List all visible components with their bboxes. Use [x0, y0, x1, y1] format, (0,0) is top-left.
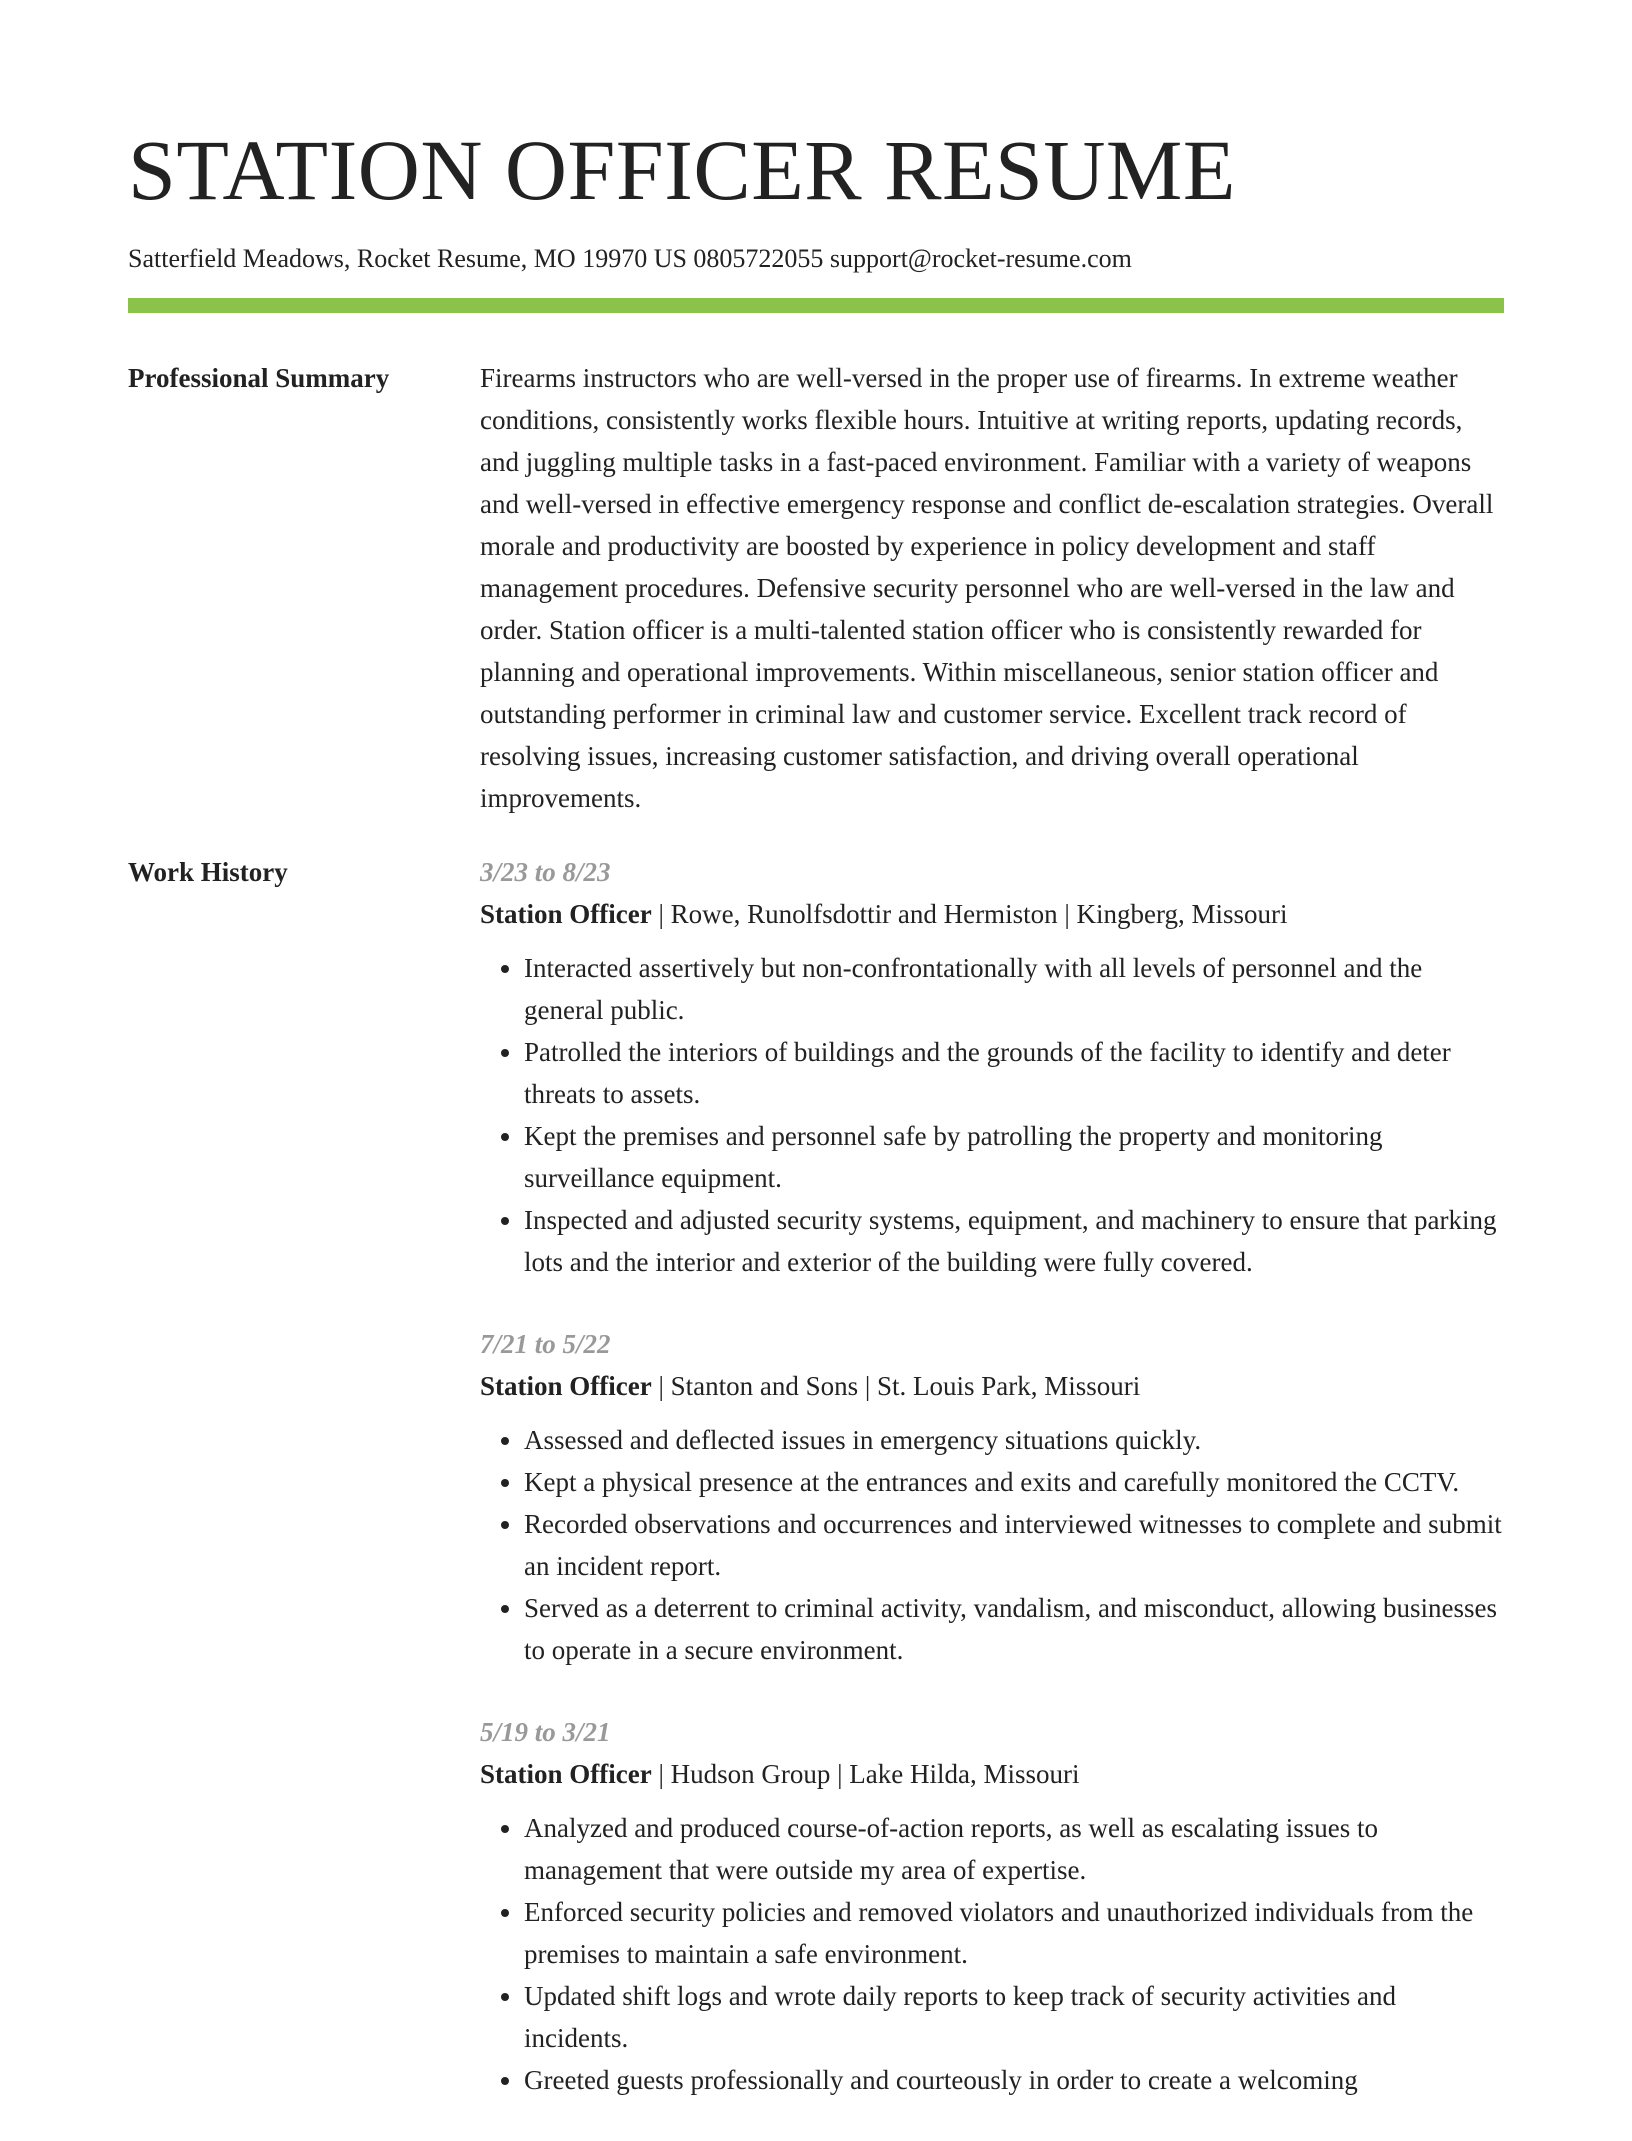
job-dates: 5/19 to 3/21	[480, 1717, 611, 1747]
job-details: | Rowe, Runolfsdottir and Hermiston | Kingberg, Missouri	[651, 899, 1288, 929]
resume-page	[128, 0, 1504, 2141]
job-heading	[480, 893, 1504, 935]
job-entry	[480, 851, 1504, 1283]
summary-heading: Professional Summary	[128, 363, 390, 393]
job-heading	[480, 1365, 1504, 1407]
job-dates: 3/23 to 8/23	[480, 857, 611, 887]
job-title: Station Officer	[480, 1759, 652, 1789]
job-title: Station Officer	[480, 899, 652, 929]
job-bullet: • Recorded observations and occurrences and interviewed witnesses to complete and submit an incident report.	[524, 1503, 1504, 1587]
job-heading	[480, 1753, 1504, 1795]
job-bullet: • Greeted guests professionally and courteously in order to create a welcoming	[524, 2059, 1504, 2101]
job-bullet: • Patrolled the interiors of buildings and the grounds of the facility to identify and deter threats to assets.	[524, 1031, 1504, 1115]
job-bullets	[480, 1807, 1504, 2101]
summary-section	[128, 361, 1504, 819]
job-bullets	[480, 947, 1504, 1283]
job-bullet: • Interacted assertively but non-confrontationally with all levels of personnel and the general public.	[524, 947, 1504, 1031]
job-details: | Stanton and Sons | St. Louis Park, Missouri	[651, 1371, 1141, 1401]
work-history-section	[128, 855, 1504, 2141]
job-bullet: • Kept the premises and personnel safe by patrolling the property and monitoring surveillance equipment.	[524, 1115, 1504, 1199]
job-bullets	[480, 1419, 1504, 1671]
resume-title: STATION OFFICER RESUME	[128, 122, 1236, 218]
header-divider	[128, 298, 1504, 313]
job-entry	[480, 1711, 1504, 2101]
job-title: Station Officer	[480, 1371, 652, 1401]
job-bullet: • Served as a deterrent to criminal activity, vandalism, and misconduct, allowing businesses to operate in a secure environment.	[524, 1587, 1504, 1671]
job-entry	[480, 1323, 1504, 1671]
job-bullet: • Inspected and adjusted security systems, equipment, and machinery to ensure that parking lots and the interior and exterior of the building were fully covered.	[524, 1199, 1504, 1283]
job-dates: 7/21 to 5/22	[480, 1329, 611, 1359]
job-bullet: • Assessed and deflected issues in emergency situations quickly.	[524, 1419, 1504, 1461]
job-bullet: • Analyzed and produced course-of-action reports, as well as escalating issues to management that were outside my area of expertise.	[524, 1807, 1504, 1891]
job-bullet: • Updated shift logs and wrote daily reports to keep track of security activities and incidents.	[524, 1975, 1504, 2059]
job-details: | Hudson Group | Lake Hilda, Missouri	[651, 1759, 1080, 1789]
job-bullet: • Enforced security policies and removed violators and unauthorized individuals from the premises to maintain a safe environment.	[524, 1891, 1504, 1975]
work-history-heading: Work History	[128, 857, 288, 887]
job-bullet: • Kept a physical presence at the entrances and exits and carefully monitored the CCTV.	[524, 1461, 1504, 1503]
summary-text: Firearms instructors who are well-versed in the proper use of firearms. In extreme weather conditions, consistently works flexible hours. Intuitive at writing reports, updating records, and juggling multiple tasks in a fast-paced environment. Familiar with a variety of weapons and well-versed in effective emergency response and conflict de-escalation strategies. Overall morale and productivity are boosted by experience in policy development and staff management procedures. Defensive security personnel who are well-versed in the law and order. Station officer is a multi-talented station officer who is consistently rewarded for planning and operational improvements. Within miscellaneous, senior station officer and outstanding performer in criminal law and customer service. Excellent track record of resolving issues, increasing customer satisfaction, and driving overall operational improvements.	[480, 363, 1494, 813]
contact-line: Satterfield Meadows, Rocket Resume, MO 19970 US 0805722055 support@rocket-resume.com	[128, 244, 1132, 273]
